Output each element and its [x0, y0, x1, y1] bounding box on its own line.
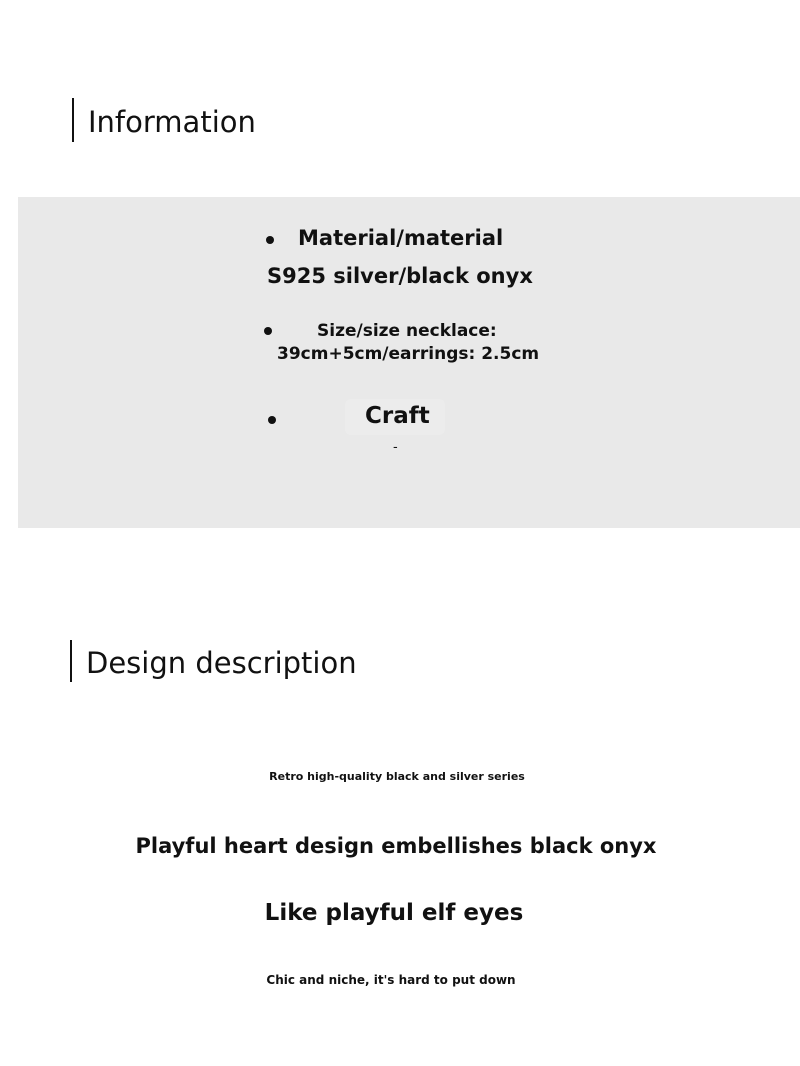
information-title: Information: [88, 105, 256, 139]
bullet-icon: [264, 327, 272, 335]
information-heading: [72, 102, 256, 142]
material-value: S925 silver/black onyx: [267, 264, 533, 288]
design-line-3: Like playful elf eyes: [264, 900, 524, 926]
bullet-icon: [268, 416, 276, 424]
design-line-1: Retro high-quality black and silver series: [269, 770, 525, 783]
craft-label: Craft: [365, 403, 430, 429]
design-line-2: Playful heart design embellishes black onyx: [135, 834, 657, 858]
size-value: 39cm+5cm/earrings: 2.5cm: [277, 344, 540, 364]
bullet-icon: [266, 236, 274, 244]
heading-accent-bar: [70, 640, 72, 682]
material-label: Material/material: [298, 226, 504, 250]
heading-accent-bar: [72, 98, 74, 142]
craft-value: -: [393, 440, 398, 455]
design-description-heading: [70, 644, 357, 682]
design-line-4: Chic and niche, it's hard to put down: [266, 973, 516, 987]
design-description-title: Design description: [86, 646, 357, 680]
size-label: Size/size necklace:: [317, 321, 497, 341]
